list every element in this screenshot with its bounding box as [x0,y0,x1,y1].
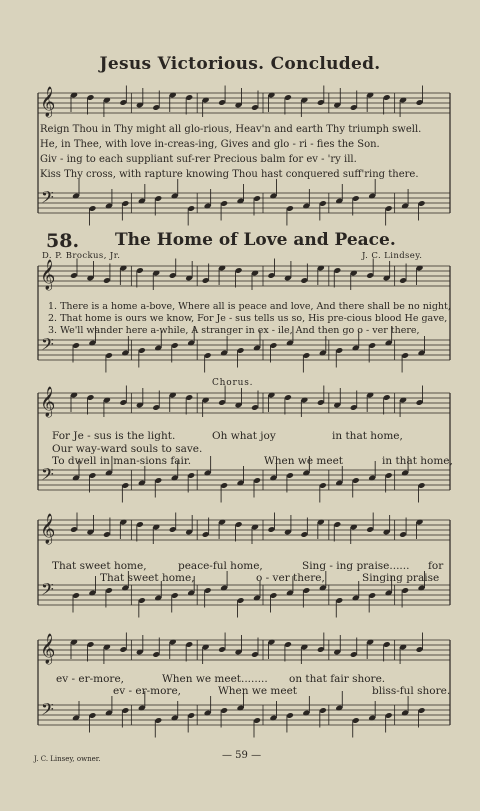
page-number: — 59 — [222,750,262,761]
bass-clef: 𝄢 [41,334,54,358]
chorus-bass-text-1: When we meet [264,455,344,467]
verse-3-ending: To dwell in man-sions fair. [52,455,192,467]
treble-clef: 𝄞 [40,260,56,290]
treble-clef: 𝄞 [40,514,56,544]
treble-clef: 𝄞 [40,634,56,664]
sys4-bass-3: bliss-ful shore. [372,685,451,697]
treble-clef: 𝄞 [40,387,56,417]
bass-clef: 𝄢 [41,187,54,211]
chorus-soprano-text-1: Oh what joy [212,430,276,442]
hymn-58-number: 58. [46,230,80,252]
sys3-soprano-4: for [428,560,444,572]
hymn-58-title: The Home of Love and Peace. [115,230,396,250]
hymn-57-verse-1: Reign Thou in Thy might all glo-rious, Heav'n and earth Thy triumph swell. [40,124,422,135]
bass-clef: 𝄢 [41,699,54,723]
hymn-57-title: Jesus Victorious. Concluded. [99,54,381,74]
treble-clef: 𝄞 [40,87,56,117]
bass-clef: 𝄢 [41,464,54,488]
hymn-57-verse-3: Giv - ing to each suppliant suf-rer Precious balm for ev - 'ry ill. [40,154,357,165]
sys4-soprano-2: When we meet........ [162,673,268,685]
bass-clef: 𝄢 [41,579,54,603]
sys3-soprano-3: Sing - ing praise...... [302,560,410,572]
lyricist-credit: D. P. Brockus, Jr. [42,251,121,261]
chorus-bass-text-2: in that home, [382,455,453,467]
sys3-bass-2: o - ver there, [256,572,325,584]
sys4-bass-2: When we meet [218,685,298,697]
hymn-58-verse-1: 1. There is a home a-bove, Where all is peace and love, And there shall be no night, [48,301,451,312]
hymn-57-verse-2: He, in Thee, with love in-creas-ing, Gives and glo - ri - fies the Son. [40,139,380,150]
hymn-57-verse-4: Kiss Thy cross, with rapture knowing Thou hast conquered suff'ring there. [40,169,419,180]
sys3-bass-3: Singing praise [362,572,440,584]
sys4-soprano-1: ev - er-more, [56,673,124,685]
hymn-58-verse-2: 2. That home is ours we know, For Je - sus tells us so, His pre-cious blood He gave, [48,313,448,324]
sys3-soprano-2: peace-ful home, [178,560,263,572]
chorus-soprano-text-2: in that home, [332,430,403,442]
hymn-58-verse-3: 3. We'll wander here a-while, A stranger in ex - ile, And then go o - ver there, [48,325,420,336]
chorus-label: Chorus. [212,378,254,388]
verse-2-ending: Our way-ward souls to save. [52,443,203,455]
sys3-soprano-1: That sweet home, [52,560,147,572]
verse-1-ending: For Je - sus is the light. [52,430,176,442]
sys4-soprano-3: on that fair shore. [289,673,386,685]
copyright-owner: J. C. Linsey, owner. [34,755,101,763]
composer-credit: J. C. Lindsey. [362,251,423,261]
sys4-bass-1: ev - er-more, [113,685,181,697]
sys3-bass-1: That sweet home, [100,572,195,584]
